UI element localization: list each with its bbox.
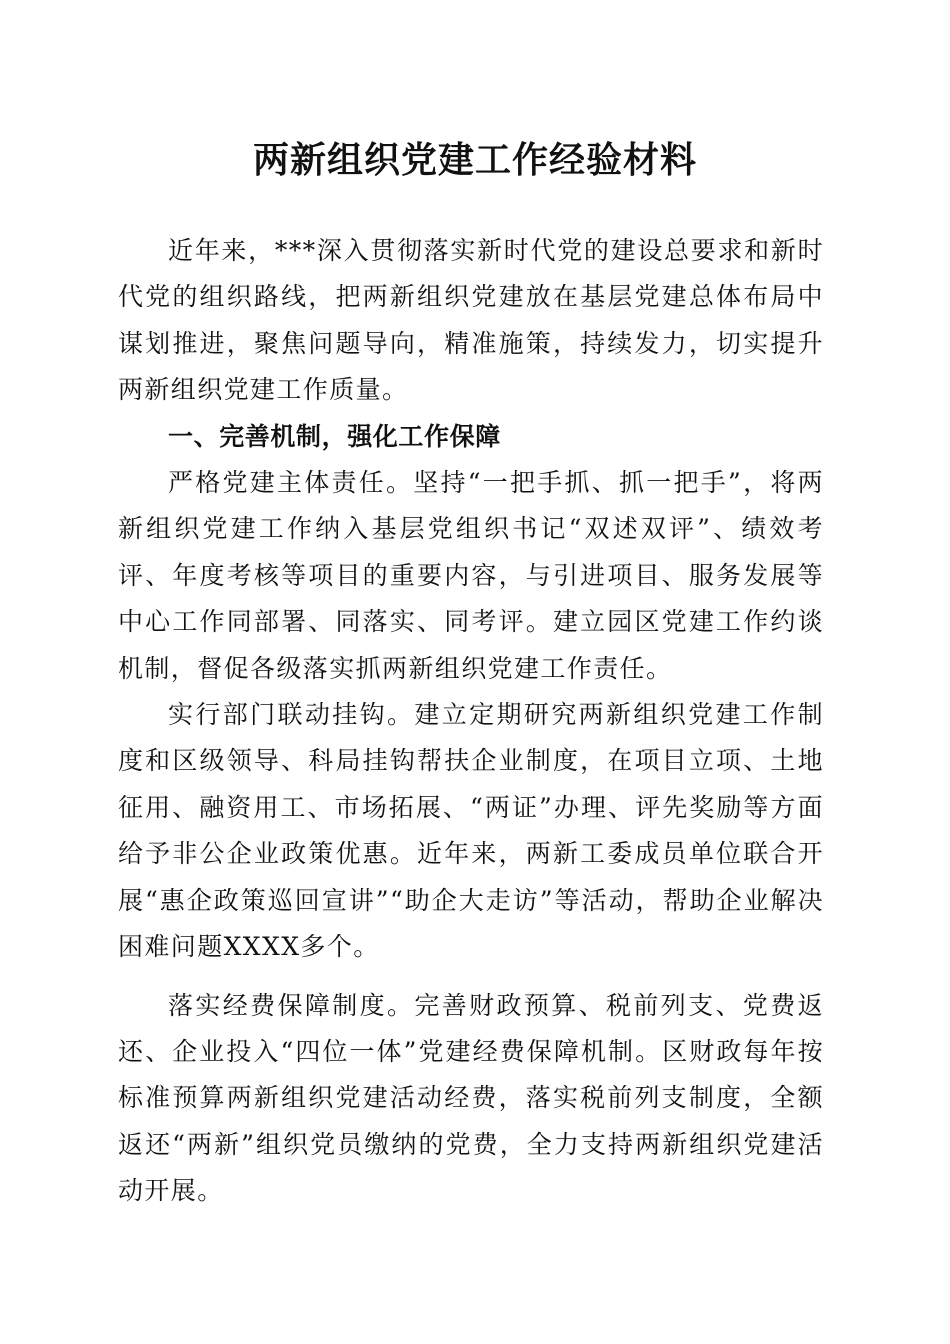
intro-paragraph: 近年来，***深入贯彻落实新时代党的建设总要求和新时代党的组织路线，把两新组织党建放在基层党建总体布局中谋划推进，聚焦问题导向，精准施策，持续发力，切实提升两新组织党建工作质量。: [118, 236, 824, 405]
document-body: [118, 228, 824, 1215]
section-heading: 一、完善机制，强化工作保障: [168, 421, 501, 451]
section-paragraph: 严格党建主体责任。坚持“一把手抓、抓一把手”，将两新组织党建工作纳入基层党组织书记“双述双评”、绩效考评、年度考核等项目的重要内容，与引进项目、服务发展等中心工作同部署、同落实、同考评。建立园区党建工作约谈机制，督促各级落实抓两新组织党建工作责任。: [118, 468, 824, 683]
section-paragraph: 落实经费保障制度。完善财政预算、税前列支、党费返还、企业投入“四位一体”党建经费保障机制。区财政每年按标准预算两新组织党建活动经费，落实税前列支制度，全额返还“两新”组织党员缴纳的党费，全力支持两新组织党建活动开展。: [118, 990, 824, 1206]
document-title: 两新组织党建工作经验材料: [252, 139, 697, 181]
section-paragraph: 实行部门联动挂钩。建立定期研究两新组织党建工作制度和区级领导、科局挂钩帮扶企业制度，在项目立项、土地征用、融资用工、市场拓展、“两证”办理、评先奖励等方面给予非公企业政策优惠。近年来，两新工委成员单位联合开展“惠企政策巡回宣讲”“助企大走访”等活动，帮助企业解决困难问题XXXX多个。: [118, 700, 824, 962]
